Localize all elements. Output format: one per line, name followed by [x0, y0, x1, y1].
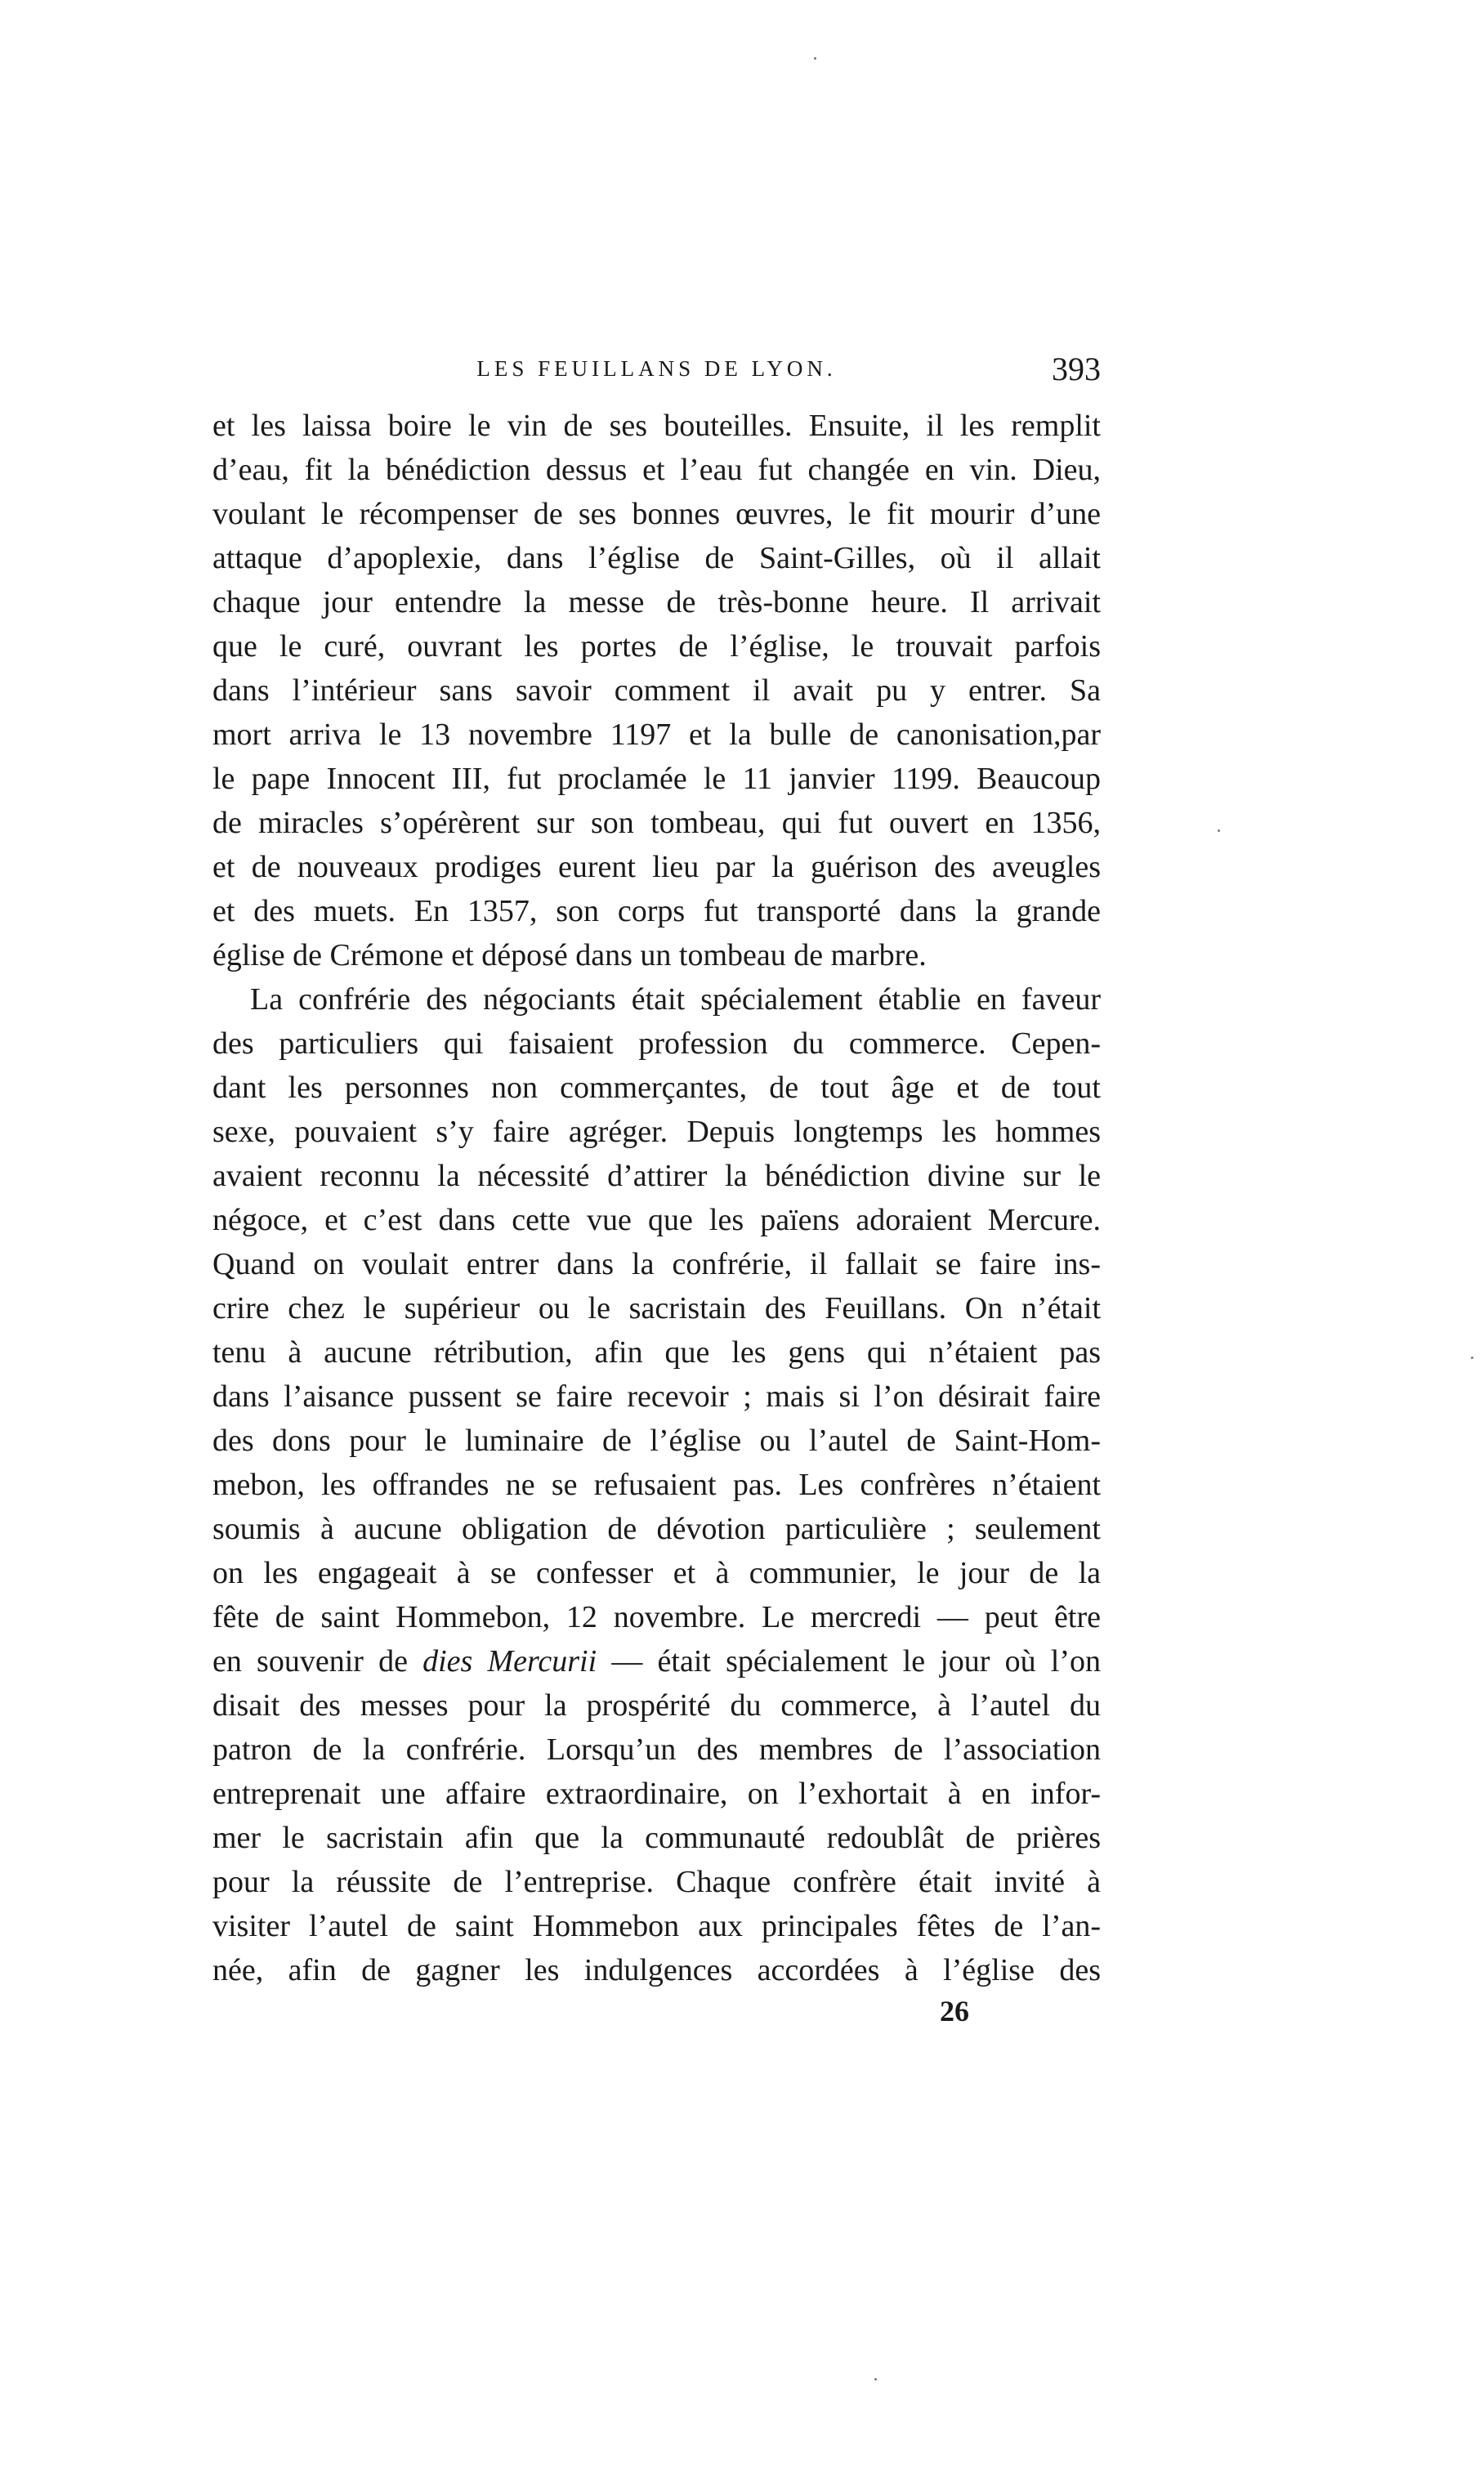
text-line: et des muets. En 1357, son corps fut transporté dans la grande — [212, 894, 1101, 928]
text-line: née, afin de gagner les indulgences accordées à l’église des — [212, 1953, 1101, 1987]
text-line: attaque d’apoplexie, dans l’église de Saint-Gilles, où il allait — [212, 541, 1101, 575]
italic-phrase: dies Mercurii — [422, 1644, 597, 1679]
text-line: crire chez le supérieur ou le sacristain des Feuillans. On n’était — [212, 1291, 1101, 1325]
text-segment: — était spécialement le jour où l’on — [597, 1644, 1101, 1679]
scan-speck — [814, 57, 816, 60]
text-line: voulant le récompenser de ses bonnes œuvres, le fit mourir d’une — [212, 497, 1101, 531]
text-line: avaient reconnu la nécessité d’attirer la bénédiction divine sur le — [212, 1159, 1101, 1193]
scan-speck — [874, 2378, 877, 2380]
text-line: visiter l’autel de saint Hommebon aux principales fêtes de l’an- — [212, 1909, 1101, 1943]
signature-mark: 26 — [940, 1995, 969, 2027]
text-line: de miracles s’opérèrent sur son tombeau, qui fut ouvert en 1356, — [212, 806, 1101, 840]
text-line: dant les personnes non commerçantes, de tout âge et de tout — [212, 1071, 1101, 1105]
text-line: et de nouveaux prodiges eurent lieu par la guérison des aveugles — [212, 850, 1101, 884]
text-line: sexe, pouvaient s’y faire agréger. Depuis longtemps les hommes — [212, 1115, 1101, 1149]
running-title: LES FEUILLANS DE LYON. — [476, 356, 837, 381]
scan-speck — [1218, 829, 1220, 832]
text-line: Quand on voulait entrer dans la confrérie, il fallait se faire ins- — [212, 1247, 1101, 1281]
text-line: patron de la confrérie. Lorsqu’un des membres de l’association — [212, 1732, 1101, 1767]
text-line: mebon, les offrandes ne se refusaient pas. Les confrères n’étaient — [212, 1468, 1101, 1502]
text-line: dans l’aisance pussent se faire recevoir ; mais si l’on désirait faire — [212, 1379, 1101, 1414]
text-line: mer le sacristain afin que la communauté redoublât de prières — [212, 1821, 1101, 1855]
body-text — [212, 404, 1101, 1992]
text-line: dans l’intérieur sans savoir comment il avait pu y entrer. Sa — [212, 673, 1101, 708]
text-line: disait des messes pour la prospérité du commerce, à l’autel du — [212, 1688, 1101, 1723]
text-line: La confrérie des négociants était spécialement établie en faveur — [250, 982, 1101, 1017]
text-line: négoce, et c’est dans cette vue que les païens adoraient Mercure. — [212, 1203, 1101, 1237]
text-line: soumis à aucune obligation de dévotion particulière ; seulement — [212, 1512, 1101, 1546]
text-line: on les engageait à se confesser et à communier, le jour de la — [212, 1556, 1101, 1590]
text-line: le pape Innocent III, fut proclamée le 11 janvier 1199. Beaucoup — [212, 762, 1101, 796]
text-line: fête de saint Hommebon, 12 novembre. Le mercredi — peut être — [212, 1600, 1101, 1634]
text-line: église de Crémone et déposé dans un tombeau de marbre. — [212, 938, 927, 972]
page-number: 393 — [1052, 351, 1101, 387]
paragraph — [212, 404, 1101, 977]
paragraph — [212, 977, 1101, 1992]
text-segment: en souvenir de — [212, 1644, 423, 1679]
text-line: entreprenait une affaire extraordinaire, on l’exhortait à en infor- — [212, 1777, 1101, 1811]
text-line: des dons pour le luminaire de l’église ou l’autel de Saint-Hom- — [212, 1424, 1101, 1458]
text-line: d’eau, fit la bénédiction dessus et l’eau fut changée en vin. Dieu, — [212, 453, 1101, 487]
text-line: chaque jour entendre la messe de très-bonne heure. Il arrivait — [212, 585, 1101, 619]
running-head — [212, 350, 1101, 391]
text-line: tenu à aucune rétribution, afin que les gens qui n’étaient pas — [212, 1335, 1101, 1370]
text-line: des particuliers qui faisaient profession du commerce. Cepen- — [212, 1026, 1101, 1061]
text-line: pour la réussite de l’entreprise. Chaque confrère était invité à — [212, 1865, 1101, 1899]
text-line: mort arriva le 13 novembre 1197 et la bulle de canonisation,par — [212, 717, 1101, 752]
text-line: et les laissa boire le vin de ses bouteilles. Ensuite, il les remplit — [212, 409, 1101, 443]
text-line — [212, 1639, 1101, 1683]
text-line: que le curé, ouvrant les portes de l’église, le trouvait parfois — [212, 629, 1101, 664]
scan-speck — [1471, 1357, 1473, 1359]
